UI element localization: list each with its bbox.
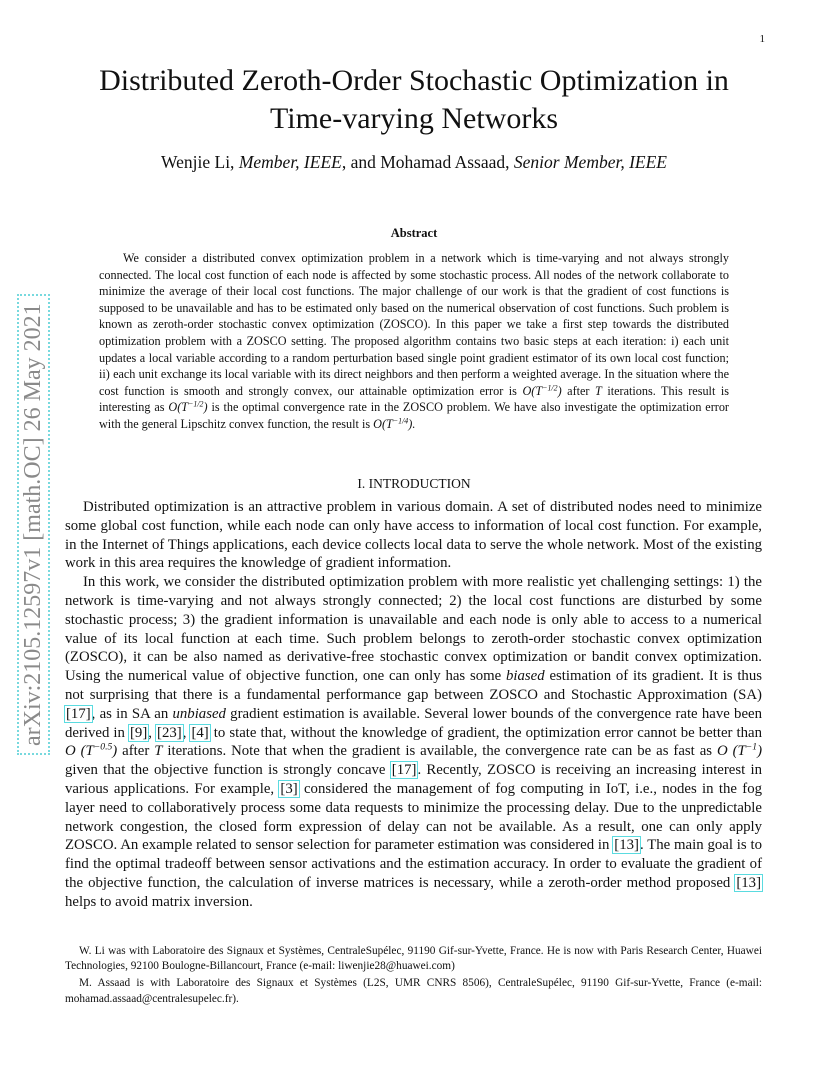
author-line — [60, 152, 768, 173]
citation-link[interactable]: [9] — [130, 724, 148, 741]
math-inline: O $(T^{-1})$ — [716, 742, 763, 760]
citation-link[interactable]: [13] — [736, 874, 761, 891]
footnotes — [65, 944, 762, 1009]
math-inline: O $(T^{-0.5})$ — [65, 742, 118, 760]
math-inline: $O(T^{-1/2})$ — [522, 383, 562, 398]
citation-link[interactable]: [17] — [391, 762, 417, 779]
author-separator: , and Mohamad Assaad, — [341, 152, 514, 172]
author-1-name: Wenjie Li, — [161, 152, 239, 172]
footnote-2: M. Assaad is with Laboratoire des Signaux et Systèmes (L2S, UMR CNRS 8506), CentraleSupélec, 91190 Gif-sur-Yvette, France (e-mail: mohamad.assaad@centralesupelec.fr). — [65, 977, 762, 1005]
math-inline: T — [595, 383, 602, 398]
math-inline: T — [154, 743, 163, 760]
abstract-segment: iterations. This result is interesting as — [99, 383, 729, 415]
body-paragraph-2: In this work, we consider the distributed optimization problem with more realistic yet challenging settings: 1) the network is time-varying and not always strongly connected; 2) the local cost functions are disturbed by some stochastic process; 3) the gradient information is unavailable and each node is only able to access to a numerical value of its local function at each time. Such problem belongs to zeroth-order stochastic convex optimization (ZOSCO), it can be also named as derivative-free stochastic convex optimization or bandit convex optimization. Using the numerical value of objective function, one can only has some biased estimation of its gradient. It is thus not surprising that there is a fundamental performance gap between ZOSCO and Stochastic Approximation (SA) [17], as in SA an unbiased gradient estimation is available. Several lower bounds of the convergence rate have been derived in [9], [23], [4] to state that, without the knowledge of gradient, the optimization error cannot be better than O $(T^{-0.5})$ after T iterations. Note that when the gradient is available, the convergence rate can be as fast as O $(T^{-1})$ given that the objective function is strongly concave [17]. Recently, ZOSCO is receiving an increasing interest in various applications. For example, [3] considered the management of fog computing in IoT, i.e., nodes in the fog layer need to collaboratively process some data requests to minimize the processing delay. Due to the unpredictable network congestion, the closed form expression of delay can not be available. As a result, one can only apply ZOSCO. An example related to sensor selection for parameter estimation was considered in [13]. The main goal is to find the optimal tradeoff between sensor activations and the estimation accuracy. In order to evaluate the gradient of the objective function, the calculation of inverse matrices is necessary, while a zeroth-order method proposed [13] helps to avoid matrix inversion. — [65, 574, 763, 910]
abstract-heading: Abstract — [390, 226, 438, 240]
abstract-text — [99, 250, 729, 433]
citation-link[interactable]: [3] — [280, 780, 298, 797]
citation-link[interactable]: [4] — [191, 724, 209, 741]
citation-link[interactable]: [17] — [66, 705, 91, 722]
author-2-role: Senior Member, IEEE — [513, 152, 667, 172]
abstract-segment: We consider a distributed convex optimization problem in a network which is time-varying and not always strongly connected. The local cost function of each node is affected by some stochastic process. All nodes of the network collaborate to minimize the average of their local cost functions. The major challenge of our work is that the gradient of cost functions is supposed to be unavailable and has to be estimated only based on the numerical observation of cost functions. Such problem is known as zeroth-order stochastic convex optimization (ZOSCO). In this paper we take a first step towards the distributed optimization problem with a ZOSCO setting. The proposed algorithm contains two basic steps at each iteration: i) each unit updates a local variable according to a random perturbation based single point gradient estimator of its own local cost function; ii) each unit exchange its local variable with its direct neighbors and then perform a weighted average. In the situation where the cost function is smooth and strongly convex, our attainable optimization error is — [99, 251, 729, 398]
abstract-segment: after — [561, 383, 596, 398]
citation-link[interactable]: [13] — [614, 837, 639, 854]
body-paragraph-1: Distributed optimization is an attractive problem in various domain. A set of distributed nodes need to minimize some global cost function, while each node can only have access to information of local cost function. For example, in the Internet of Things applications, each device collects local data to serve the whole network. Most of the existing work in this area requires the knowledge of gradient information. — [65, 499, 762, 572]
body-text — [65, 498, 762, 912]
page-number: 1 — [759, 33, 765, 45]
section-heading: I. INTRODUCTION — [357, 476, 471, 491]
paper-title: Distributed Zeroth-Order Stochastic Optimization in Time-varying Networks — [99, 64, 729, 135]
math-inline: $O(T^{-1/4})$. — [373, 416, 416, 431]
author-1-role: Member, IEEE — [238, 152, 342, 172]
footnote-1: W. Li was with Laboratoire des Signaux et Systèmes, CentraleSupélec, 91190 Gif-sur-Yvette, France. He is now with Paris Research Center, Huawei Technologies, 92100 Boulogne-Billancourt, France (e-mail: liwenjie28@huawei.com) — [65, 945, 762, 973]
citation-link[interactable]: [23] — [157, 724, 182, 741]
math-inline: $O(T^{-1/2})$ — [168, 399, 208, 415]
arxiv-stamp[interactable]: arXiv:2105.12597v1 [math.OC] 26 May 2021 — [20, 297, 47, 752]
abstract-segment: is the optimal convergence rate in the ZOSCO problem. We have also investigate the optimization error with the general Lipschitz convex function, the result is — [99, 400, 729, 431]
